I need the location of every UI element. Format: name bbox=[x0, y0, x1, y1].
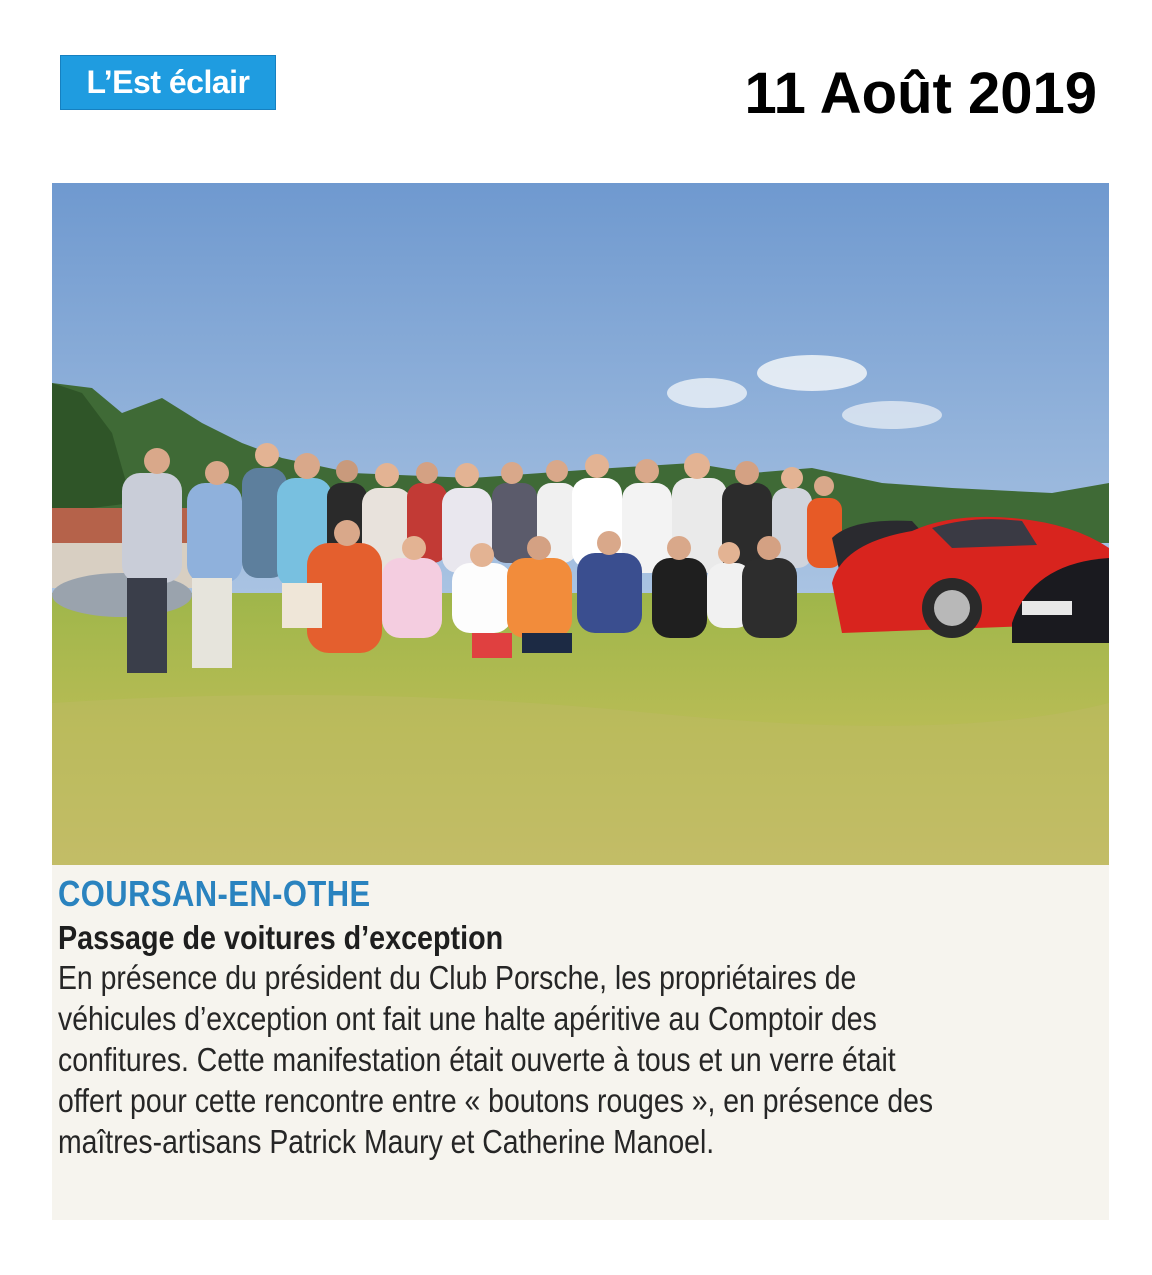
article-caption bbox=[52, 865, 1109, 1162]
article-clipping bbox=[52, 183, 1109, 1220]
section-title: COURSAN-EN-OTHE bbox=[58, 873, 371, 914]
article-body bbox=[58, 957, 1109, 1162]
body-line: confitures. Cette manifestation était ouverte à tous et un verre était bbox=[58, 1041, 896, 1078]
publication-date: 11 Août 2019 bbox=[744, 61, 1097, 126]
body-line: offert pour cette rencontre entre « boutons rouges », en présence des bbox=[58, 1082, 934, 1119]
logo-text: L’Est éclair bbox=[86, 64, 250, 100]
body-line: maîtres-artisans Patrick Maury et Catherine Manoel. bbox=[58, 1123, 715, 1160]
article-headline: Passage de voitures d’exception bbox=[58, 919, 504, 956]
body-line: En présence du président du Club Porsche, les propriétaires de bbox=[58, 959, 857, 996]
group-photo-image bbox=[52, 183, 1109, 865]
newspaper-logo bbox=[60, 55, 276, 110]
body-line: véhicules d’exception ont fait une halte apéritive au Comptoir des bbox=[58, 1000, 877, 1037]
